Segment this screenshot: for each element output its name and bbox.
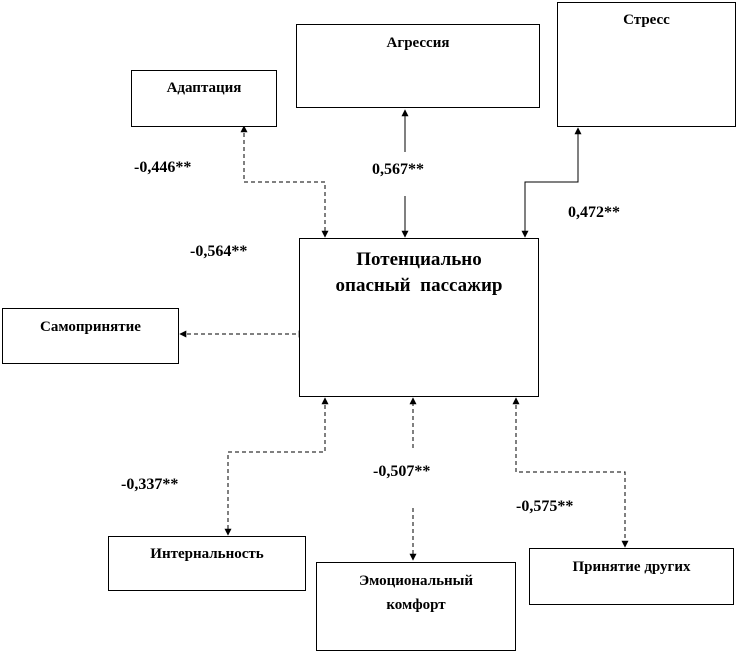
node-adaptation-label: Адаптация: [166, 80, 242, 96]
correlation-stress: 0,472**: [568, 204, 620, 221]
node-emotional-comfort-line2: комфорт: [386, 597, 446, 613]
node-emotional-comfort: [316, 562, 516, 651]
correlation-aggression: 0,567**: [372, 161, 424, 178]
node-potentially-dangerous-passenger: [299, 238, 539, 397]
node-stress-label: Стресс: [623, 12, 670, 28]
correlation-self-acceptance: -0,564**: [190, 243, 248, 260]
connector-acceptance-others: [516, 398, 625, 547]
node-self-acceptance: [2, 308, 179, 364]
correlation-emotional-comfort: -0,507**: [373, 463, 431, 480]
center-label-line1: Потенциально: [356, 249, 482, 270]
node-aggression-label: Агрессия: [386, 35, 450, 51]
connector-adaptation: [244, 126, 325, 237]
node-internality: [108, 536, 306, 591]
node-internality-label: Интернальность: [150, 546, 264, 562]
node-stress: [557, 2, 736, 127]
node-emotional-comfort-line1: Эмоциональный: [358, 573, 474, 589]
correlation-adaptation: -0,446**: [134, 159, 192, 176]
correlation-acceptance-of-others: -0,575**: [516, 498, 574, 515]
connector-internality: [228, 398, 325, 535]
center-label-line2: опасный пассажир: [335, 275, 503, 296]
node-acceptance-of-others: [529, 548, 734, 605]
node-acceptance-of-others-label: Принятие других: [572, 559, 691, 575]
correlation-internality: -0,337**: [121, 476, 179, 493]
node-self-acceptance-label: Самопринятие: [40, 319, 141, 335]
node-adaptation: [131, 70, 277, 127]
node-aggression: [296, 24, 540, 108]
